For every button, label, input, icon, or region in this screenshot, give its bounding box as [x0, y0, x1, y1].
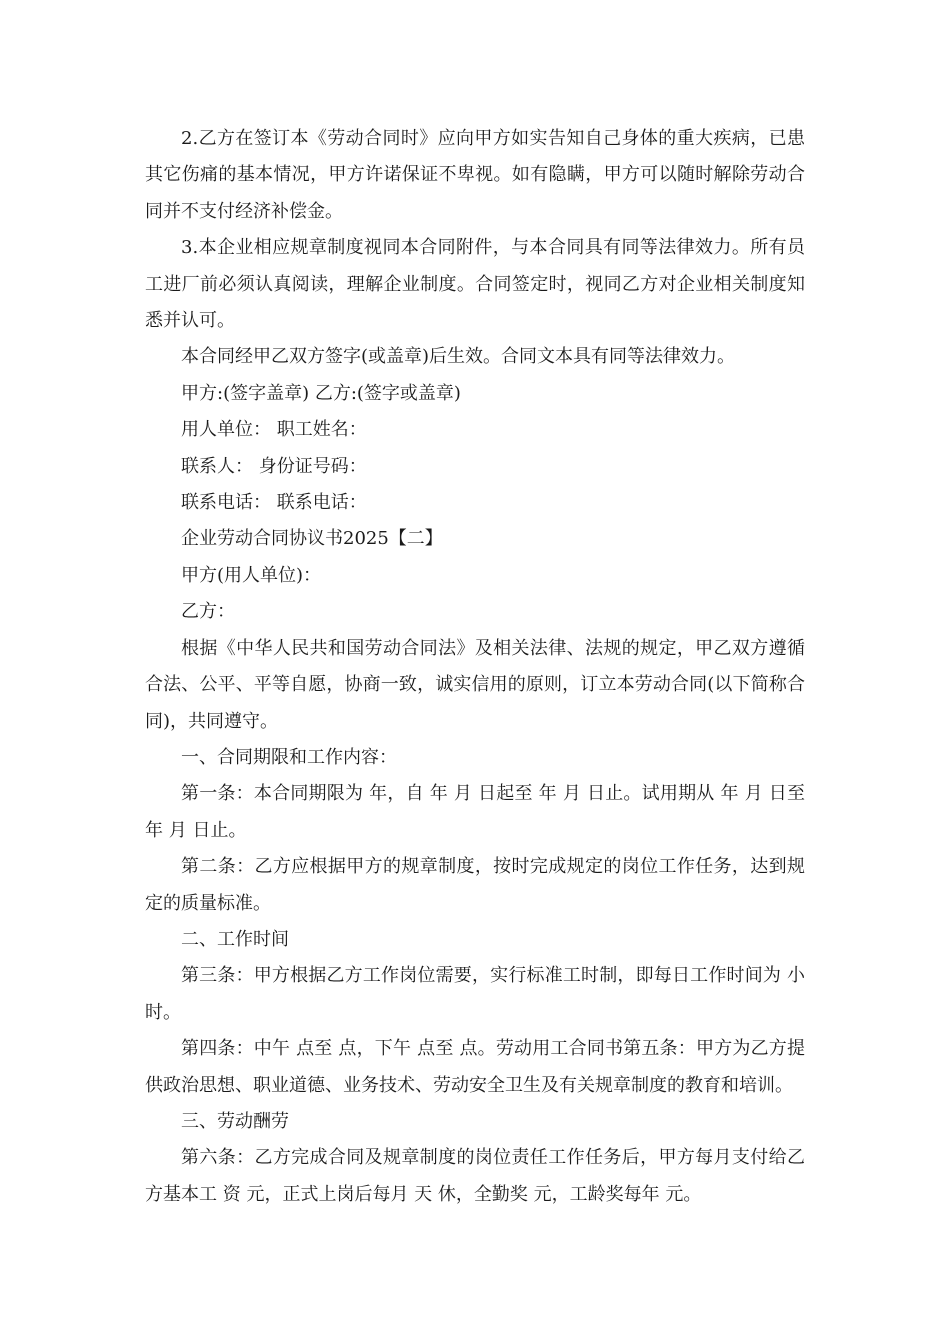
paragraph-clause-2: 2.乙方在签订本《劳动合同时》应向甲方如实告知自己身体的重大疾病，已患其它伤痛的基本情况，甲方许诺保证不卑视。如有隐瞒，甲方可以随时解除劳动合同并不支付经济补偿金。	[145, 128, 805, 222]
paragraph-preamble: 根据《中华人民共和国劳动合同法》及相关法律、法规的规定，甲乙双方遵循合法、公平、平等自愿，协商一致，诚实信用的原则，订立本劳动合同(以下简称合同)，共同遵守。	[145, 637, 805, 732]
heading-remuneration: 三、劳动酬劳	[181, 1110, 289, 1132]
phone-line: 联系电话： 联系电话：	[181, 492, 367, 514]
party-a-line: 甲方(用人单位)：	[181, 564, 322, 586]
contact-person-line: 联系人： 身份证号码：	[181, 455, 367, 477]
paragraph-effect: 本合同经甲乙双方签字(或盖章)后生效。合同文本具有同等法律效力。	[181, 346, 736, 368]
signature-line: 甲方:(签字盖章) 乙方:(签字或盖章)	[181, 382, 461, 404]
document-body	[145, 121, 805, 1213]
party-b-line: 乙方：	[181, 601, 235, 623]
heading-term: 一、合同期限和工作内容：	[181, 746, 397, 768]
paragraph-clause-3: 3.本企业相应规章制度视同本合同附件，与本合同具有同等法律效力。所有员工进厂前必须认真阅读，理解企业制度。合同签定时，视同乙方对企业相关制度知悉并认可。	[145, 237, 805, 332]
heading-working-hours: 二、工作时间	[181, 928, 289, 950]
section-title: 企业劳动合同协议书2025【二】	[181, 528, 443, 550]
article-2: 第二条：乙方应根据甲方的规章制度，按时完成规定的岗位工作任务，达到规定的质量标准。	[145, 856, 805, 914]
article-3: 第三条：甲方根据乙方工作岗位需要，实行标准工时制，即每日工作时间为 小时。	[145, 965, 805, 1023]
article-6: 第六条：乙方完成合同及规章制度的岗位责任工作任务后，甲方每月支付给乙方基本工 资 元，正式上岗后每月 天 休，全勤奖 元，工龄奖每年 元。	[145, 1147, 805, 1205]
article-4: 第四条：中午 点至 点，下午 点至 点。劳动用工合同书第五条：甲方为乙方提供政治思想、职业道德、业务技术、劳动安全卫生及有关规章制度的教育和培训。	[145, 1038, 805, 1096]
employer-name-line: 用人单位： 职工姓名：	[181, 419, 367, 441]
article-1: 第一条：本合同期限为 年，自 年 月 日起至 年 月 日止。试用期从 年 月 日至 年 月 日止。	[145, 783, 805, 841]
